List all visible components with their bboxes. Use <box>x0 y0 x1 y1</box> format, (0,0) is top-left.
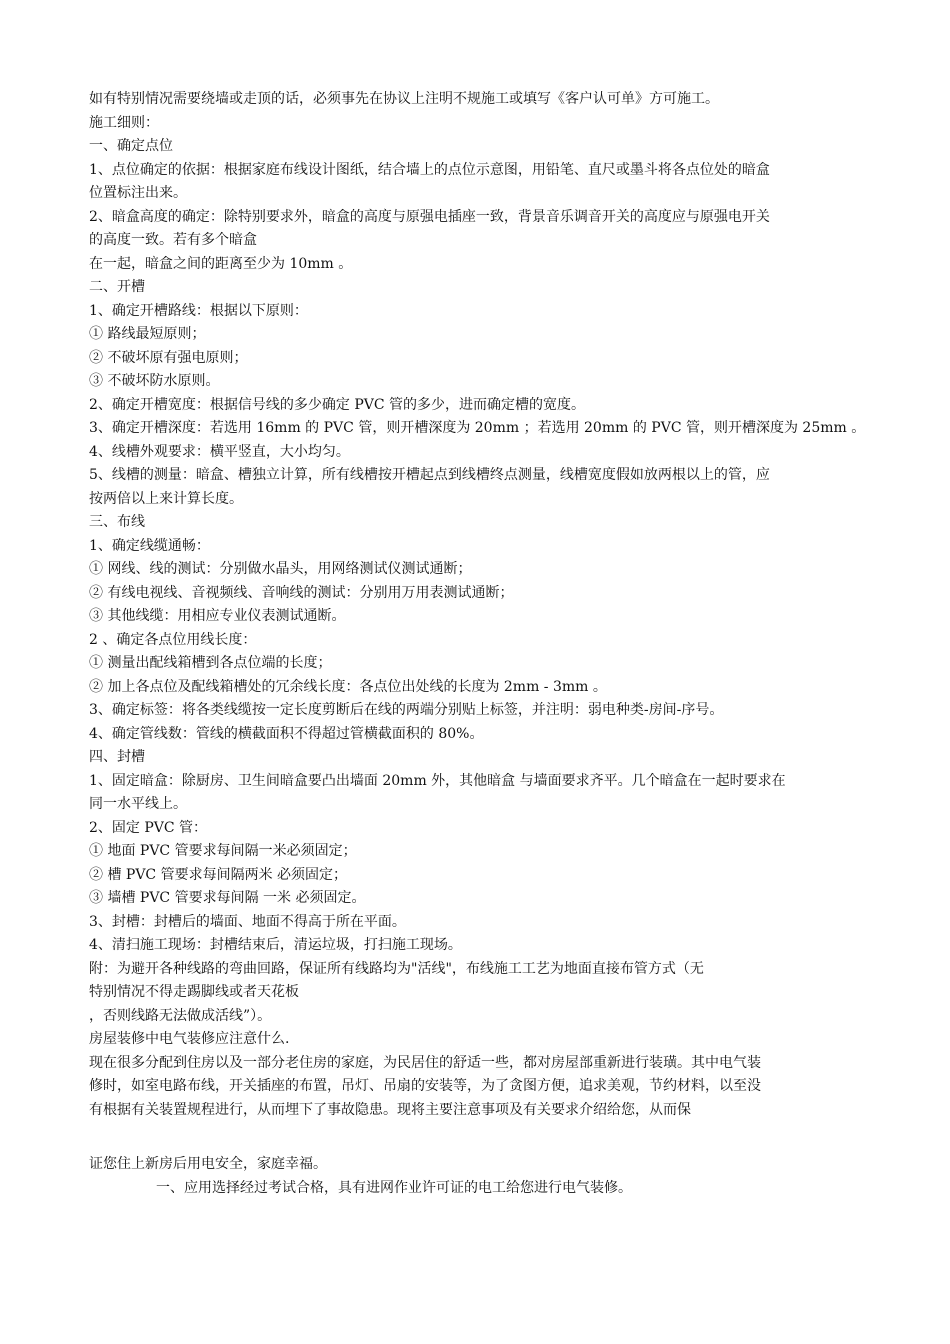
paragraph-line: ，否则线路无法做成活线”）。 <box>89 1007 272 1024</box>
paragraph-line: 现在很多分配到住房以及一部分老住房的家庭，为民居住的舒适一些，都对房屋部重新进行装璜。其中电气装 <box>89 1054 761 1071</box>
list-item: ③ 其他线缆：用相应专业仪表测试通断。 <box>89 608 346 624</box>
paragraph-line: 1、确定开槽路线：根据以下原则： <box>89 302 308 319</box>
paragraph-line: 3、封槽：封槽后的墙面、地面不得高于所在平面。 <box>89 913 406 930</box>
list-item: ① 地面 PVC 管要求每间隔一米必须固定； <box>89 843 357 859</box>
paragraph-line: 修时，如室电路布线，开关插座的布置，吊灯、吊扇的安装等，为了贪图方便，追求美观，节约材料，以至没 <box>89 1078 761 1094</box>
list-item: ③ 不破坏防水原则。 <box>89 373 220 389</box>
paragraph-line: 按两倍以上来计算长度。 <box>89 490 243 507</box>
paragraph-line: 的高度一致。若有多个暗盒 <box>89 232 257 248</box>
paragraph-line: 2、确定开槽宽度：根据信号线的多少确定 PVC 管的多少，进而确定槽的宽度。 <box>89 396 586 413</box>
section-label: 施工细则： <box>89 114 159 131</box>
section-heading: 四、封槽 <box>89 749 145 765</box>
section-heading: 三、布线 <box>89 514 145 530</box>
article-title: 房屋装修中电气装修应注意什么. <box>89 1031 290 1047</box>
list-item: ① 测量出配线箱槽到各点位端的长度； <box>89 655 332 671</box>
blank-spacer <box>89 1122 879 1153</box>
paragraph-line: 如有特别情况需要绕墙或走顶的话，必须事先在协议上注明不规施工或填写《客户认可单》方可施工。 <box>89 91 719 107</box>
paragraph-line: 在一起，暗盒之间的距离至少为 10mm 。 <box>89 255 353 272</box>
paragraph-line: 3、确定标签：将各类线缆按一定长度剪断后在线的两端分别贴上标签，并注明：弱电种类-房间-序号。 <box>89 702 724 718</box>
section-heading: 二、开槽 <box>89 279 145 295</box>
list-item: ② 有线电视线、音视频线、音响线的测试：分别用万用表测试通断； <box>89 584 514 601</box>
document-body <box>89 88 879 1200</box>
paragraph-line: 5、线槽的测量：暗盒、槽独立计算，所有线槽按开槽起点到线槽终点测量，线槽宽度假如放两根以上的管，应 <box>89 467 770 483</box>
section-heading: 一、确定点位 <box>89 138 173 154</box>
paragraph-line: 1、点位确定的依据：根据家庭布线设计图纸，结合墙上的点位示意图，用铅笔、直尺或墨斗将各点位处的暗盒 <box>89 161 770 178</box>
list-item: ② 槽 PVC 管要求每间隔两米 必须固定； <box>89 866 348 883</box>
list-item: ② 不破坏原有强电原则； <box>89 349 248 366</box>
paragraph-line: 1、确定线缆通畅： <box>89 537 210 554</box>
paragraph-line: 特别情况不得走踢脚线或者天花板 <box>89 984 299 1000</box>
list-item: ① 网线、线的测试：分别做水晶头，用网络测试仪测试通断； <box>89 561 472 577</box>
paragraph-line: 附：为避开各种线路的弯曲回路，保证所有线路均为"活线"，布线施工工艺为地面直接布管方式（无 <box>89 960 704 977</box>
paragraph-line: 3、确定开槽深度：若选用 16mm 的 PVC 管，则开槽深度为 20mm ；若选用 20mm 的 PVC 管，则开槽深度为 25mm 。 <box>89 420 866 436</box>
paragraph-line: 2、暗盒高度的确定：除特别要求外，暗盒的高度与原强电插座一致，背景音乐调音开关的高度应与原强电开关 <box>89 208 770 225</box>
paragraph-line: 一、应用选择经过考试合格，具有进网作业许可证的电工给您进行电气装修。 <box>156 1179 632 1196</box>
paragraph-line: 2 、确定各点位用线长度： <box>89 631 257 648</box>
list-item: ② 加上各点位及配线箱槽处的冗余线长度：各点位出处线的长度为 2mm - 3mm 。 <box>89 678 607 695</box>
paragraph-line: 1、固定暗盒：除厨房、卫生间暗盒要凸出墙面 20mm 外，其他暗盒 与墙面要求齐平。几个暗盒在一起时要求在 <box>89 772 786 789</box>
paragraph-line: 4、确定管线数：管线的横截面积不得超过管横截面积的 80%。 <box>89 725 484 742</box>
paragraph-line: 4、线槽外观要求：横平竖直，大小均匀。 <box>89 443 350 460</box>
paragraph-line: 4、清扫施工现场：封槽结束后，清运垃圾，打扫施工现场。 <box>89 937 462 953</box>
paragraph-line: 有根据有关装置规程进行，从而埋下了事故隐患。现将主要注意事项及有关要求介绍给您，从而保 <box>89 1101 691 1118</box>
list-item: ① 路线最短原则； <box>89 326 206 342</box>
paragraph-line: 同一水平线上。 <box>89 796 187 812</box>
paragraph-line: 证您住上新房后用电安全，家庭幸福。 <box>89 1156 327 1172</box>
list-item: ③ 墙槽 PVC 管要求每间隔 一米 必须固定。 <box>89 890 366 906</box>
paragraph-line: 2、固定 PVC 管： <box>89 819 208 836</box>
paragraph-line: 位置标注出来。 <box>89 185 187 201</box>
